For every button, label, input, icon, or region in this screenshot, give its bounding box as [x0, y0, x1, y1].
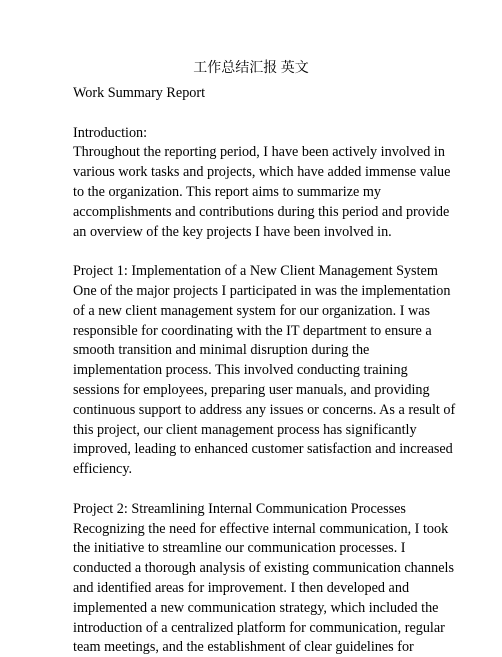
text-line: improved, leading to enhanced customer satisfaction and increased: [73, 441, 453, 458]
text-line: to the organization. This report aims to summarize my: [73, 184, 381, 200]
text-line: smooth transition and minimal disruption during the: [73, 342, 370, 359]
text-line: Recognizing the need for effective internal communication, I took: [73, 520, 449, 537]
text-line: various work tasks and projects, which have added immense value: [73, 164, 451, 181]
text-line: team meetings, and the establishment of clear guidelines for: [73, 639, 414, 656]
text-line: implemented a new communication strategy, which included the: [73, 599, 439, 616]
text-line: of a new client management system for our organization. I was: [73, 302, 431, 319]
text-line: Project 1: Implementation of a New Client Management System: [73, 263, 438, 280]
text-line: accomplishments and contributions during this period and provide: [73, 203, 450, 220]
text-line: and identified areas for improvement. I then developed and: [73, 580, 410, 596]
text-line: the initiative to streamline our communication processes. I: [73, 540, 406, 557]
text-line: introduction of a centralized platform for communication, regular: [73, 619, 445, 636]
text-line: One of the major projects I participated in was the implementation: [73, 283, 451, 299]
chinese-title: 工作总结汇报 英文: [193, 61, 309, 76]
text-line: Project 2: Streamlining Internal Communication Processes: [73, 500, 406, 517]
text-line: Introduction:: [73, 124, 148, 141]
text-line: an overview of the key projects I have been involved in.: [73, 223, 392, 240]
text-line: Throughout the reporting period, I have been actively involved in: [73, 144, 445, 161]
text-line: continuous support to address any issues or concerns. As a result of: [73, 401, 456, 418]
text-line: conducted a thorough analysis of existing communication channels: [73, 560, 454, 577]
text-line: efficiency.: [73, 461, 133, 478]
text-line: implementation process. This involved conducting training: [73, 362, 408, 379]
text-line: sessions for employees, preparing user manuals, and providing: [73, 382, 430, 398]
text-line: Work Summary Report: [73, 85, 206, 101]
text-line: this project, our client management process has significantly: [73, 421, 417, 438]
text-line: responsible for coordinating with the IT department to ensure a: [73, 322, 432, 339]
